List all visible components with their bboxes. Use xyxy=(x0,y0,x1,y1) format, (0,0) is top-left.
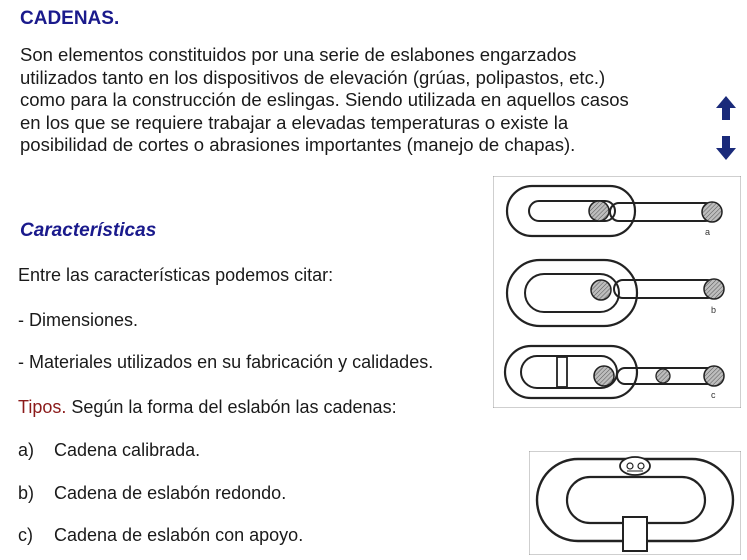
tipos-text: Según la forma del eslabón las cadenas: xyxy=(66,397,397,417)
type-text: Cadena calibrada. xyxy=(54,440,201,460)
label-a: a xyxy=(705,227,711,237)
stud-link-detail-figure xyxy=(529,451,741,555)
tipos-line xyxy=(18,397,397,418)
arrow-up-icon[interactable] xyxy=(716,96,736,120)
type-item xyxy=(18,440,200,461)
intro-paragraph xyxy=(20,44,710,157)
chain-link-b xyxy=(507,260,724,326)
characteristic-item: - Dimensiones. xyxy=(18,310,139,330)
type-item xyxy=(18,483,286,504)
intro-line: Son elementos constituidos por una serie de eslabones engarzados xyxy=(20,44,577,65)
type-letter: b) xyxy=(18,483,35,503)
section-heading: Características xyxy=(20,220,157,241)
intro-line: utilizados tanto en los dispositivos de elevación (grúas, polipastos, etc.) xyxy=(20,66,606,88)
chain-links-figure xyxy=(493,176,741,408)
page-title: CADENAS. xyxy=(20,8,120,29)
stud-link-detail xyxy=(537,457,733,551)
chain-link-a xyxy=(507,186,722,236)
intro-line: como para la construcción de eslingas. Siendo utilizada en aquellos casos xyxy=(20,89,629,110)
intro-line: posibilidad de cortes o abrasiones importantes (manejo de chapas). xyxy=(20,134,576,155)
characteristic-item: - Materiales utilizados en su fabricación y calidades. xyxy=(18,352,434,372)
arrow-down-icon[interactable] xyxy=(716,136,736,160)
type-text: Cadena de eslabón con apoyo. xyxy=(54,525,304,545)
type-letter: c) xyxy=(18,525,33,545)
tipos-label: Tipos. xyxy=(18,397,67,417)
intro-line: en los que se requiere trabajar a elevadas temperaturas o existe la xyxy=(20,111,569,133)
label-c: c xyxy=(711,390,716,400)
nav-arrows xyxy=(712,94,740,162)
label-b: b xyxy=(711,305,717,315)
characteristics-intro: Entre las características podemos citar: xyxy=(18,265,334,285)
chain-link-c xyxy=(505,346,724,398)
type-item xyxy=(18,525,303,546)
type-letter: a) xyxy=(18,440,35,460)
type-text: Cadena de eslabón redondo. xyxy=(54,483,287,503)
